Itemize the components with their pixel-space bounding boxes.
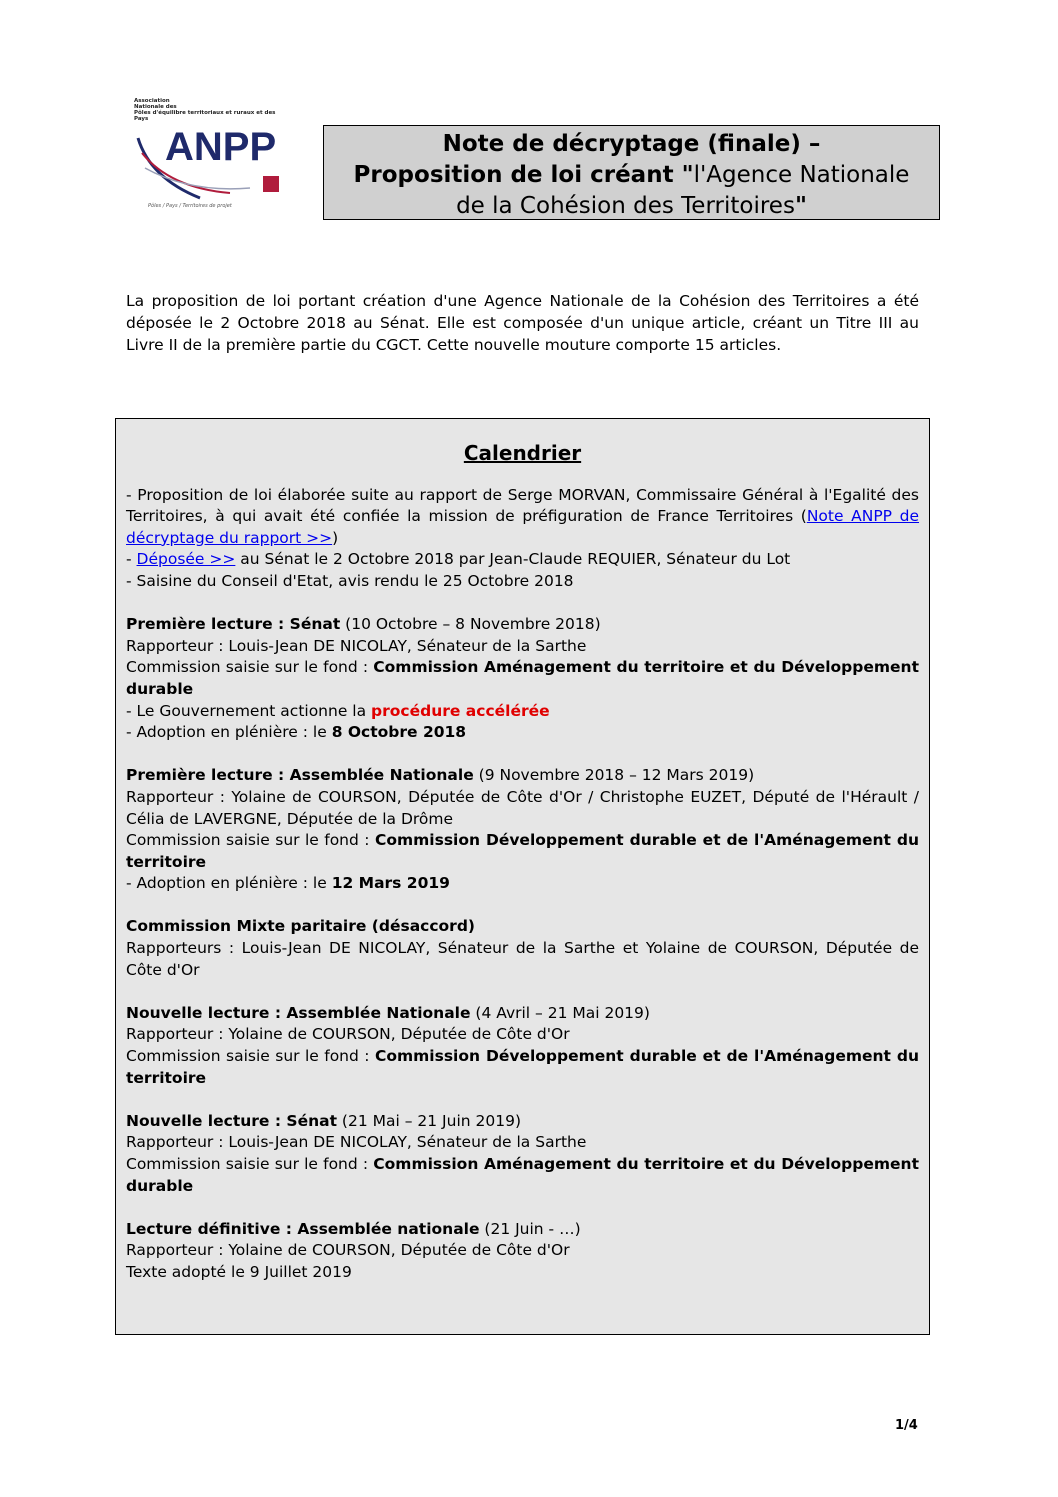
anpp-logo [130,98,305,213]
logo-line: Pôles d'équilibre territoriaux et ruraux et des [134,110,276,116]
commission-name: Commission Aménagement du territoire et du Développement durable [126,1155,919,1195]
calendar-box [115,418,930,1335]
logo-line: Pays [134,116,149,122]
page-number: 1/4 [895,1418,918,1433]
title-line-2-bold: Proposition de loi créant " [353,162,694,188]
adoption-date: 8 Octobre 2018 [331,723,467,742]
commission-name: Commission Aménagement du territoire et du Développement durable [126,658,919,698]
section-an-2: Nouvelle lecture : Assemblée Nationale (4 Avril – 21 Mai 2019) Rapporteur : Yolaine de COURSON, Députée de Côte d'Or Commission saisie sur le fond : Commission Développement durable et de l'Aménagement du territoire [126,1003,919,1087]
title-line-2-rest: l'Agence Nationale [693,162,910,188]
section-heading: Première lecture : Sénat [126,615,341,634]
section-heading: Lecture définitive : Assemblée nationale [126,1219,480,1238]
section-senat-1: Première lecture : Sénat (10 Octobre – 8 Novembre 2018) Rapporteur : Louis-Jean DE NICOLAY, Sénateur de la Sarthe Commission saisie sur le fond : Commission Aménagement du territoire et du Développement durable - Le Gouvernement actionne la procédure accélérée - Adoption en plénière : le 8 Octobre 2018 [126,615,919,742]
title-line-1: Note de décryptage (finale) – [442,131,821,157]
section-heading: Commission Mixte paritaire (désaccord) [126,917,476,936]
section-senat-2: Nouvelle lecture : Sénat (21 Mai – 21 Juin 2019) Rapporteur : Louis-Jean DE NICOLAY, Sénateur de la Sarthe Commission saisie sur le fond : Commission Aménagement du territoire et du Développement durable [126,1111,919,1195]
calendar-intro-1: - Proposition de loi élaborée suite au rapport de Serge MORVAN, Commissaire Général à l'Egalité des Territoires, à qui avait été confiée la mission de préfiguration de France Territoires (Note ANPP de décryptage du rapport >>) [126,485,920,547]
commission-name: Commission Développement durable et de l'Aménagement du territoire [126,831,919,871]
logo-line: Association [134,98,170,104]
section-heading: Nouvelle lecture : Assemblée Nationale [126,1003,471,1022]
report-note-link[interactable]: Note ANPP de décryptage du rapport >> [126,507,920,547]
commission-name: Commission Développement durable et de l'Aménagement du territoire [126,1047,919,1087]
logo-tagline: Pôles / Pays / Territoires de projet [148,203,232,209]
adopted-line: Texte adopté le 9 Juillet 2019 [126,1262,352,1281]
section-lecture-definitive: Lecture définitive : Assemblée nationale (21 Juin - …) Rapporteur : Yolaine de COURSON, Députée de Côte d'Or Texte adopté le 9 Juillet 2019 [126,1219,919,1284]
logo-line: Nationale des [134,104,177,110]
procedure-acceleree: procédure accélérée [371,701,550,720]
section-cmp [126,916,919,981]
title-line-3-end: " [794,193,807,219]
logo-small-text [134,98,294,122]
section-an-1: Première lecture : Assemblée Nationale (9 Novembre 2018 – 12 Mars 2019) Rapporteur : Yolaine de COURSON, Députée de Côte d'Or / Christophe EUZET, Député de l'Hérault / Célia de LAVERGNE, Députée de la Drôme Commission saisie sur le fond : Commission Développement durable et de l'Aménagement du territoire - Adoption en plénière : le 12 Mars 2019 [126,766,919,893]
rapporteur-line: Rapporteur : Louis-Jean DE NICOLAY, Sénateur de la Sarthe [126,1133,587,1152]
rapporteur-line: Rapporteur : Louis-Jean DE NICOLAY, Sénateur de la Sarthe [126,636,587,655]
intro-paragraph: La proposition de loi portant création d'une Agence Nationale de la Cohésion des Territoires a été déposée le 2 Octobre 2018 au Sénat. Elle est composée d'un unique article, créant un Titre III au Livre II de la première partie du CGCT. Cette nouvelle mouture comporte 15 articles. [126,292,919,354]
calendar-title: Calendrier [463,441,582,465]
section-heading: Nouvelle lecture : Sénat [126,1111,337,1130]
rapporteur-line: Rapporteur : Yolaine de COURSON, Députée de Côte d'Or [126,1025,570,1044]
section-heading: Première lecture : Assemblée Nationale [126,766,474,785]
rapporteur-line: Rapporteurs : Louis-Jean DE NICOLAY, Sénateur de la Sarthe et Yolaine de COURSON, Députée de Côte d'Or [126,939,919,979]
adoption-date: 12 Mars 2019 [331,874,450,893]
document-title-box [323,125,940,220]
calendar-intro-3: - Saisine du Conseil d'Etat, avis rendu le 25 Octobre 2018 [126,571,574,590]
rapporteur-line: Rapporteur : Yolaine de COURSON, Députée de Côte d'Or [126,1241,570,1260]
rapporteur-line: Rapporteur : Yolaine de COURSON, Députée de Côte d'Or / Christophe EUZET, Député de l'Hérault / Célia de LAVERGNE, Députée de la Drôme [126,787,919,828]
title-line-3: de la Cohésion des Territoires [456,193,795,219]
calendar-intro-2: - Déposée >> au Sénat le 2 Octobre 2018 par Jean-Claude REQUIER, Sénateur du Lot [126,550,791,569]
deposee-link[interactable]: Déposée >> [136,550,236,569]
svg-text:ANPP: ANPP [165,125,277,169]
